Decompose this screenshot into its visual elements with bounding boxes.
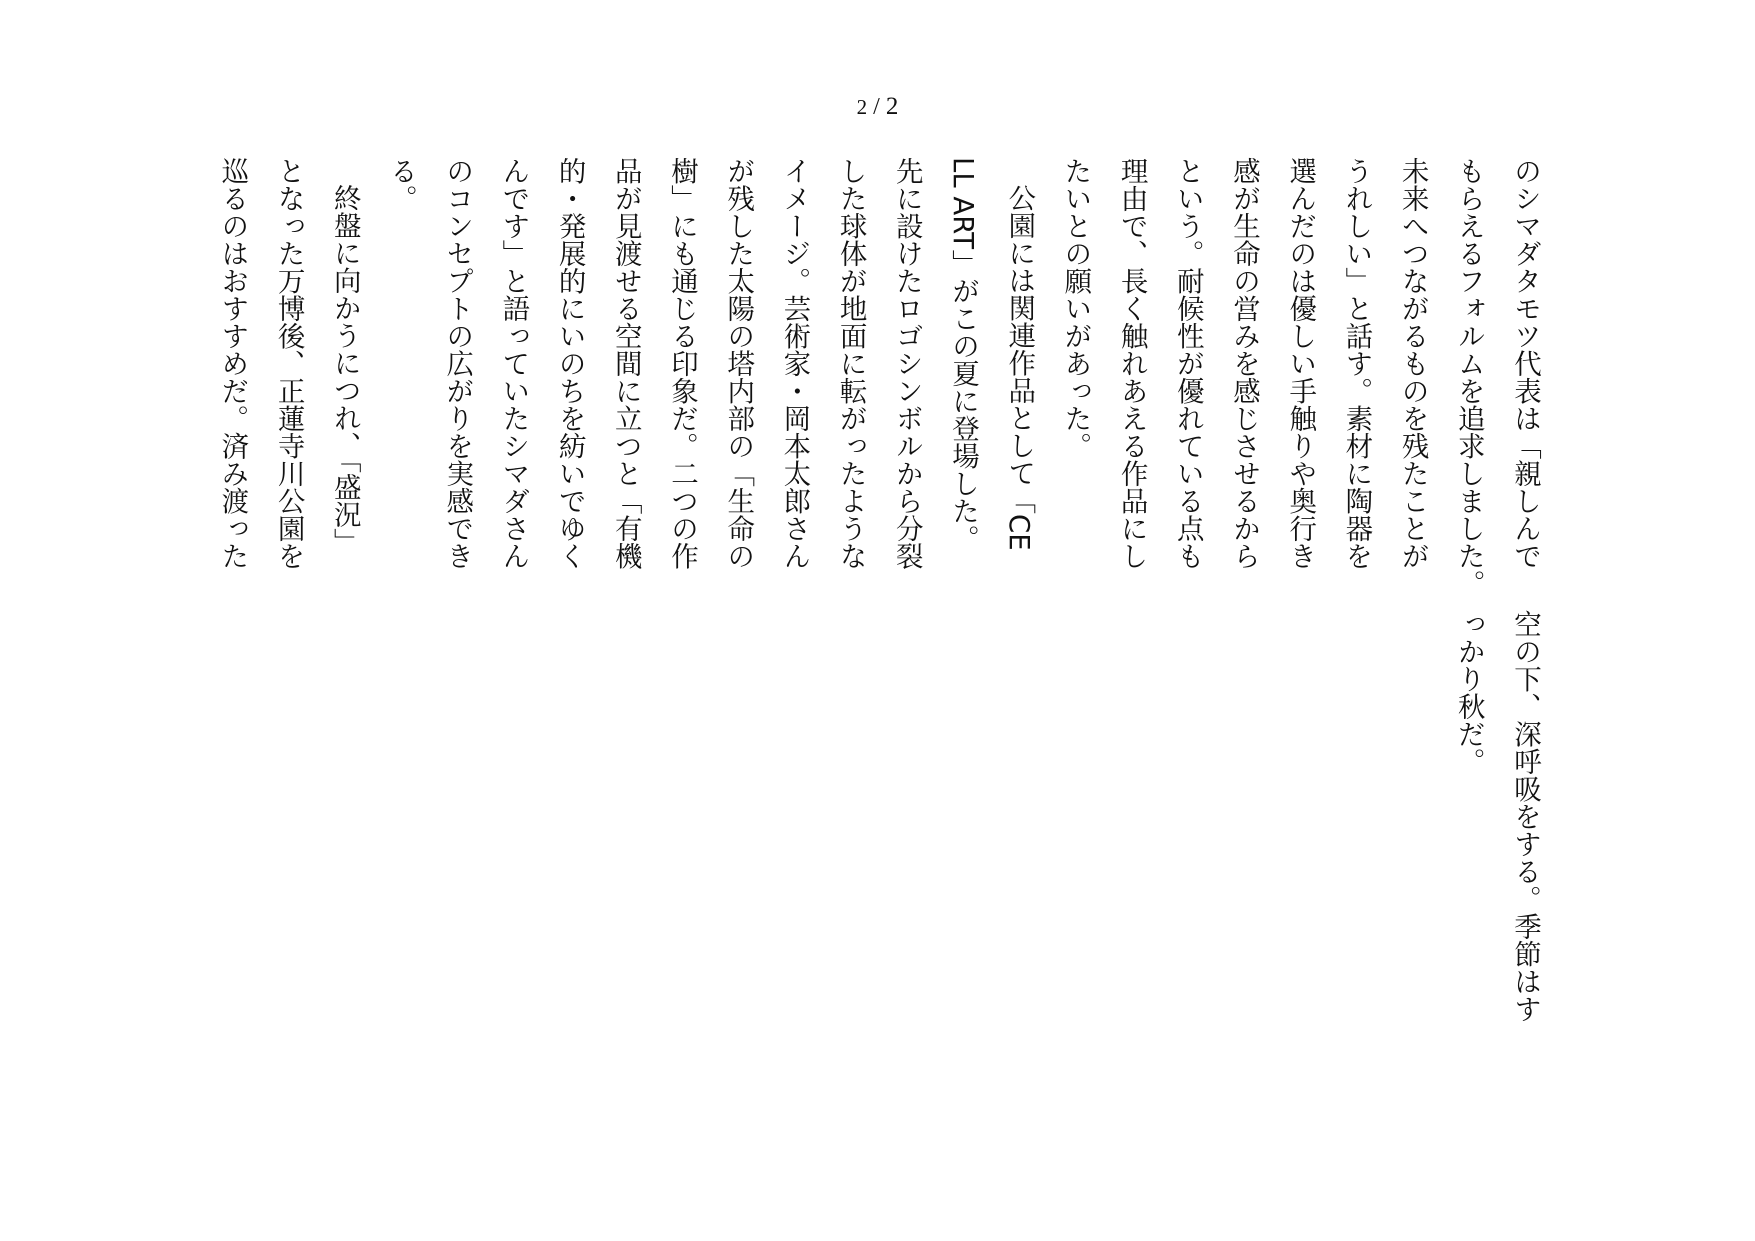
text-column: LL ART」がこの夏に登場した。 bbox=[947, 157, 979, 552]
text-column: 選んだのは優しい手触りや奥行き bbox=[1284, 157, 1317, 570]
text-column: 品が見渡せる空間に立つと「有機 bbox=[609, 157, 642, 570]
text-column: 理由で、長く触れあえる作品にし bbox=[1115, 157, 1148, 570]
text-column: 空の下、深呼吸をする。季節はす bbox=[1509, 610, 1541, 1023]
text-column: たいとの願いがあった。 bbox=[1059, 157, 1092, 460]
text-column: 感が生命の営みを感じさせるから bbox=[1228, 157, 1260, 570]
text-column: 先に設けたロゴシンボルから分裂 bbox=[890, 157, 923, 570]
text-column: という。耐候性が優れている点も bbox=[1171, 157, 1204, 570]
text-column: した球体が地面に転がったような bbox=[834, 157, 867, 570]
text-column: 巡るのはおすすめだ。済み渡った bbox=[216, 157, 249, 570]
text-column: イメージ。芸術家・岡本太郎さん bbox=[778, 157, 811, 570]
text-column: のシマダタモツ代表は「親しんで bbox=[1509, 157, 1541, 570]
text-column: のコンセプトの広がりを実感でき bbox=[441, 157, 474, 570]
text-column: 未来へつながるものを残たことが bbox=[1396, 157, 1429, 570]
text-column: うれしい」と話す。素材に陶器を bbox=[1340, 157, 1373, 570]
page-number-current: 2 bbox=[856, 95, 868, 119]
page-number-separator: / bbox=[873, 94, 880, 120]
text-column: 的・発展的にいのちを紡いでゆく bbox=[553, 157, 586, 570]
text-column: んです」と語っていたシマダさん bbox=[497, 157, 530, 570]
text-column: が残した太陽の塔内部の「生命の bbox=[722, 157, 755, 570]
text-column: る。 bbox=[385, 157, 417, 212]
text-column: となった万博後、正蓮寺川公園を bbox=[272, 157, 305, 570]
text-column: 樹」にも通じる印象だ。二つの作 bbox=[666, 157, 698, 570]
text-column: 終盤に向かうにつれ、「盛況」 bbox=[328, 184, 361, 556]
page-number-total: 2 bbox=[885, 93, 899, 120]
text-column: 公園には関連作品として「CE bbox=[1003, 184, 1036, 551]
page-number bbox=[0, 92, 1755, 122]
text-column: もらえるフォルムを追求しました。 bbox=[1452, 157, 1485, 597]
text-column: っかり秋だ。 bbox=[1452, 610, 1485, 775]
